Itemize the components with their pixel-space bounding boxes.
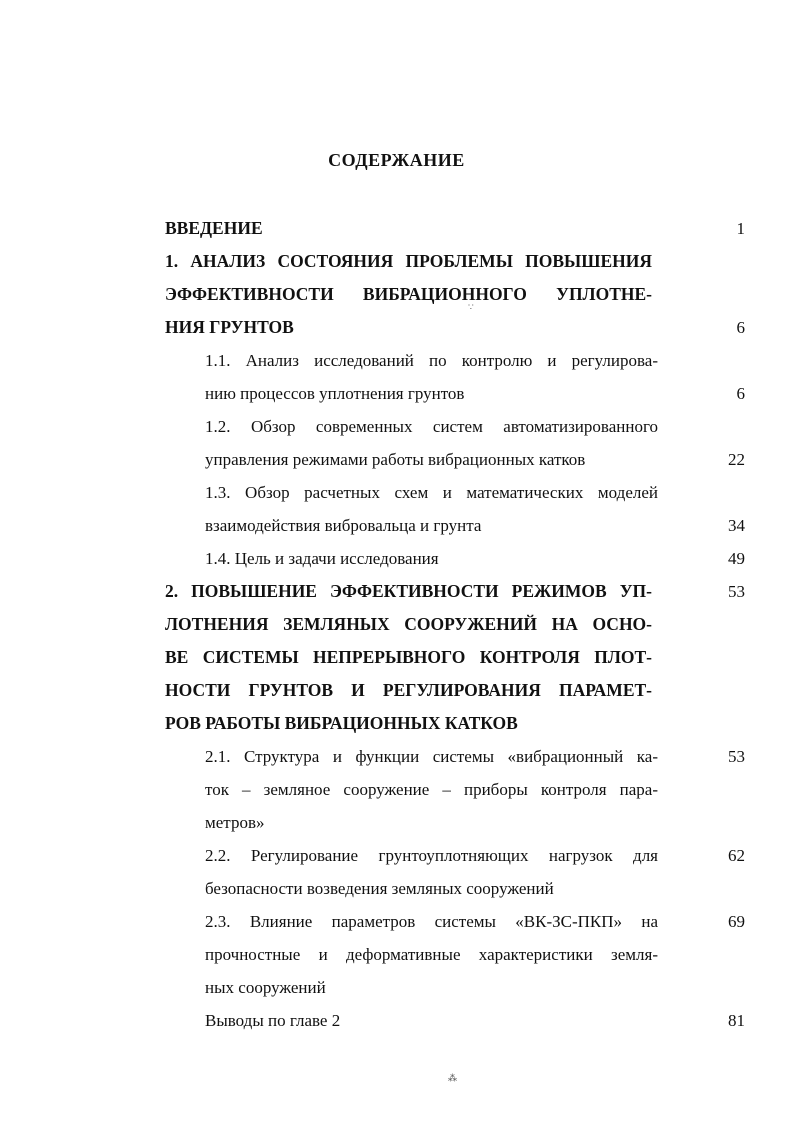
toc-entry-line: НИЯ ГРУНТОВ bbox=[165, 317, 294, 337]
toc-entry-line: 1.2. Обзор современных систем автоматизированного bbox=[205, 417, 658, 436]
toc-entry-line: 2.1. Структура и функции системы «вибрационный ка- bbox=[205, 747, 658, 766]
toc-entry-line: ных сооружений bbox=[205, 978, 326, 997]
toc-entry-line: управления режимами работы вибрационных катков bbox=[205, 450, 586, 469]
toc-entry-line: метров» bbox=[205, 813, 265, 832]
toc-entry-line: ЛОТНЕНИЯ ЗЕМЛЯНЫХ СООРУЖЕНИЙ НА ОСНО- bbox=[165, 614, 652, 634]
toc-entry-line: 1. АНАЛИЗ СОСТОЯНИЯ ПРОБЛЕМЫ ПОВЫШЕНИЯ bbox=[165, 251, 652, 271]
toc-entry-line: 1.4. Цель и задачи исследования bbox=[205, 549, 439, 568]
toc-page-number: 6 bbox=[736, 318, 745, 337]
toc-page-number: 22 bbox=[728, 450, 745, 469]
toc-page-number: 53 bbox=[728, 582, 745, 601]
toc-entry-line: ток – земляное сооружение – приборы контроля пара- bbox=[205, 780, 658, 799]
toc-page-number: 81 bbox=[728, 1011, 745, 1030]
toc-entry-line: НОСТИ ГРУНТОВ И РЕГУЛИРОВАНИЯ ПАРАМЕТ- bbox=[165, 680, 652, 700]
toc-page-number: 34 bbox=[728, 516, 745, 535]
toc-entry-line: 1.3. Обзор расчетных схем и математических моделей bbox=[205, 483, 658, 502]
toc-entry-line: 2.3. Влияние параметров системы «ВК-ЗС-ПКП» на bbox=[205, 912, 658, 931]
toc-entry-line: ВВЕДЕНИЕ bbox=[165, 218, 263, 238]
scan-speck: ⁂ bbox=[448, 1073, 457, 1083]
toc-entry-line: ВЕ СИСТЕМЫ НЕПРЕРЫВНОГО КОНТРОЛЯ ПЛОТ- bbox=[165, 647, 652, 667]
toc-page-number: 69 bbox=[728, 912, 745, 931]
toc-entry-line: 2.2. Регулирование грунтоуплотняющих нагрузок для bbox=[205, 846, 658, 865]
toc-entry-line: нию процессов уплотнения грунтов bbox=[205, 384, 465, 403]
toc-page-number: 6 bbox=[736, 384, 745, 403]
page-title: СОДЕРЖАНИЕ bbox=[328, 150, 465, 170]
toc-page-number: 53 bbox=[728, 747, 745, 766]
toc-page-number: 1 bbox=[736, 219, 745, 238]
toc-entry-line: РОВ РАБОТЫ ВИБРАЦИОННЫХ КАТКОВ bbox=[165, 713, 518, 733]
toc-entry-line: безопасности возведения земляных сооружений bbox=[205, 879, 554, 898]
scan-speck: ∵ bbox=[468, 302, 474, 312]
toc-entry-line: 1.1. Анализ исследований по контролю и регулирова- bbox=[205, 351, 658, 370]
toc-entry-line: Выводы по главе 2 bbox=[205, 1011, 341, 1030]
toc-page-number: 62 bbox=[728, 846, 745, 865]
toc-entry-line: ЭФФЕКТИВНОСТИ ВИБРАЦИОННОГО УПЛОТНЕ- bbox=[165, 284, 652, 304]
toc-page-number: 49 bbox=[728, 549, 745, 568]
toc-entry-line: прочностные и деформативные характеристики земля- bbox=[205, 945, 658, 964]
toc-entry-line: 2. ПОВЫШЕНИЕ ЭФФЕКТИВНОСТИ РЕЖИМОВ УП- bbox=[165, 581, 652, 601]
toc-entry-line: взаимодействия вибровальца и грунта bbox=[205, 516, 482, 535]
